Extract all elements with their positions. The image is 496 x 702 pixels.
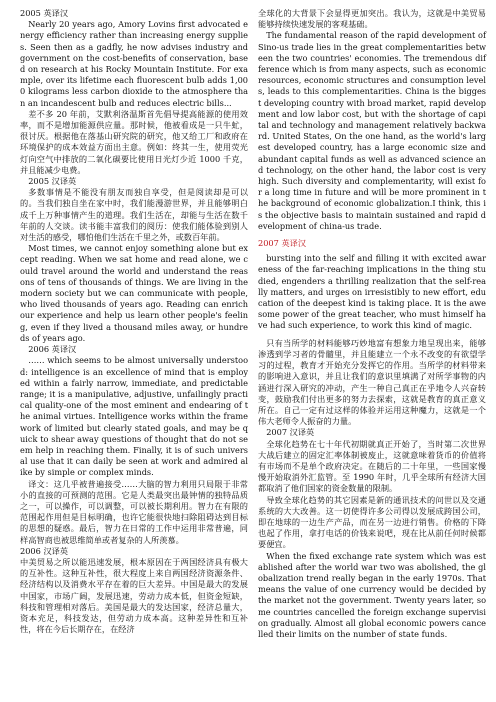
left-column <box>20 8 248 635</box>
paragraph: 全球化趋势在七十年代初期就真正开始了，当时第二次世界大战后建立的固定汇率体制被废止，这就意味着货币的价值将有市场而不是单个政府决定。在随后的二十年里，一些国家慢慢开始取消外汇监管。至 1990 年时，几乎全球所有经济大国都取消了他们国家的资金数量的限制。 <box>258 438 486 494</box>
paragraph: 多数事情是不能没有朋友而独自享受，但是阅读却是可以的。当我们独自坐在家中时，我们能漫游世界，并且能够明白成千上万种事情产生的道理。我们生活在，却能与生活在数千年前的人交谈。读书能丰富我们的阅历：使我们能体验到别人对生活的感受，哪怕他们生活在千里之外，或数百年前。 <box>20 187 248 243</box>
section-heading-2005-e2c: 2005 英译汉 <box>20 8 69 18</box>
paragraph: 译文：这几乎被普遍接受……大脑的智力利用只局限于非常小的直接的可预测的范围。它是人类最突出最钟情的独特品质之一，可以操作，可以调整，可以被长期利用。智力在有限的范围起作用但是目标明确，也许它能很快地扫除阻碍达到目标的思想的疑惑。最后，智力在日常的工作中运用非常普遍，同样高智商也被思维简单或者复杂的人所羡慕。 <box>20 478 248 545</box>
section-heading-2007-c2e: 2007 汉译英 <box>266 427 315 438</box>
paragraph: bursting into the self and filling it with excited awareness of the far-reaching implications in the thing studied, engenders a thrilling realization that the self-really matters, and urges on irresistibly to new effort, education of the deepest kind is taking place. It is the awesome power of the great teacher, who must himself have had such experience, to work this kind of magic. <box>258 253 486 331</box>
section-heading-2007-e2c: 2007 英译汉 <box>258 238 307 249</box>
paragraph: 中美贸易之所以能迅速发展，根本原因在于两国经济具有极大的互补性。这种互补性，很大程度上来自两国经济资源条件、经济结构以及消费水平存在着的巨大差异。中国是最大的发展中国家，市场广阔，发展迅速，劳动力成本低，但资金短缺，科技和管理相对落后。美国是最大的发达国家，经济总量大，资本充足，科技发达，但劳动力成本高。这种差异性和互补性，将在今后长期存在，在经济 <box>20 556 248 635</box>
paragraph: 全球化的大背景下会显得更加突出。我认为，这就是中美贸易能够持续快速发展的客观基础。 <box>258 8 486 30</box>
section-heading-2006-e2c: 2006 英译汉 <box>28 344 77 355</box>
paragraph: 差不多 20 年前，艾默利洛温斯首先倡导提高能源的使用效率，而不是增加能源供应量。那时候，他被看成是一只牛虻，很讨厌。根据他在落基山研究院的研究，他又给工厂和政府在环境保护的成本效益方面出主意。例如：终其一生，使用荧光灯向空气中排放的二氧化碳要比使用日光灯少近 1000 千克，并且能减少电费。 <box>20 108 248 175</box>
section-heading-2006-c2e: 2006 汉译英 <box>20 545 69 556</box>
paragraph: When the fixed exchange rate system which was established after the world war two was abolished, the globalization trend really began in the early 1970s. That means the value of one currency would be decided by the market not the government. Twenty years later, some countries cancelled the foreign exchange supervision gradually. Almost all global economic powers cancelled their limits on the number of state funds. <box>258 550 486 639</box>
section-heading-2005-c2e: 2005 汉译英 <box>28 176 77 187</box>
paragraph: …… which seems to be almost universally understood: intelligence is an excellence of mind that is employed within a fairly narrow, immediate, and predictable range; it is a manipulative, adjustive, unfailingly practical quality-one of the most eminent and endearing of the animal virtues. Intelligence works within the framework of limited but clearly stated goals, and may be quick to shear away questions of thought that do not seem help in reaching them. Finally, it is of such universal use that it can daily be seen at work and admired alike by simple or complex minds. <box>20 355 248 478</box>
paragraph: 导致全球化趋势的其它因素是新的通讯技术的问世以及交通系统的大大改善。这一切使得许多公司得以发展成跨国公司，即在地球的一边生产产品，而在另一边进行销售。价格的下降也起了作用，拿打电话的价钱来说吧，现在比从前任何时候都要便宜。 <box>258 494 486 550</box>
paragraph: The fundamental reason of the rapid development of Sino-us trade lies in the great complementarities between the two countries' economies. The tremendous difference which is from many aspects, such as economic resources, economic structures and consumption levels, leads to this complementarities. China is the biggest developing country with broad market, rapid development and low labor cost, but with the shortage of capital and technology and management relatively backward. United States, On the one hand, as the world's largest developed country, has a large economic size and abundant capital funds as well as advanced science and technology, on the other hand, the labor cost is very high. Such diversity and complementarity, will exist for a long time in future and will be more prominent in the background of economic globalization.I think, this is the objective basis to maintain sustained and rapid development of china-us trade. <box>258 30 486 231</box>
paragraph: Most times, we cannot enjoy something alone but except reading. When we sat home and read alone, we could travel around the world and understand the reasons of tens of thousands of things. We are living in the modern society but we can communicate with people, who lived thousands of years ago. Reading can enrich our experience and help us learn other people's feeling, even if they lived a thousand miles away, or hundreds of years ago. <box>20 243 248 343</box>
paragraph: Nearly 20 years ago, Amory Lovins first advocated energy efficiency rather than increasing energy supplies. Seen then as a gadfly, he now advises industry and government on the cost-benefits of conservation, based on research at his Rocky Mountain Institute. For example, over its lifetime each fluorescent bulb adds 1,000 kilograms less carbon dioxide to the atmosphere than an incandescent bulb and reduces electric bills... <box>20 19 248 108</box>
paragraph: 只有当所学的材料能够巧妙地富有想象力地呈现出来，能够渗透到学习者的骨髓里，并且能建立一个永不改变的有欲望学习的过程，教育才开始充分发挥它的作用。当所学的材料带来的影响进入意识，并且让我们的意识里填满了对所学事物的内涵进行深入研究的冲动，产生一种自己真正在乎地令人兴奋转变，鼓励我们付出更多的努力去探索，这就是教育的真正意义所在。自己一定有过这样的体验并运用这种魔力，这就是一个伟大老师令人振奋的力量。 <box>258 337 486 427</box>
right-column <box>258 8 486 640</box>
